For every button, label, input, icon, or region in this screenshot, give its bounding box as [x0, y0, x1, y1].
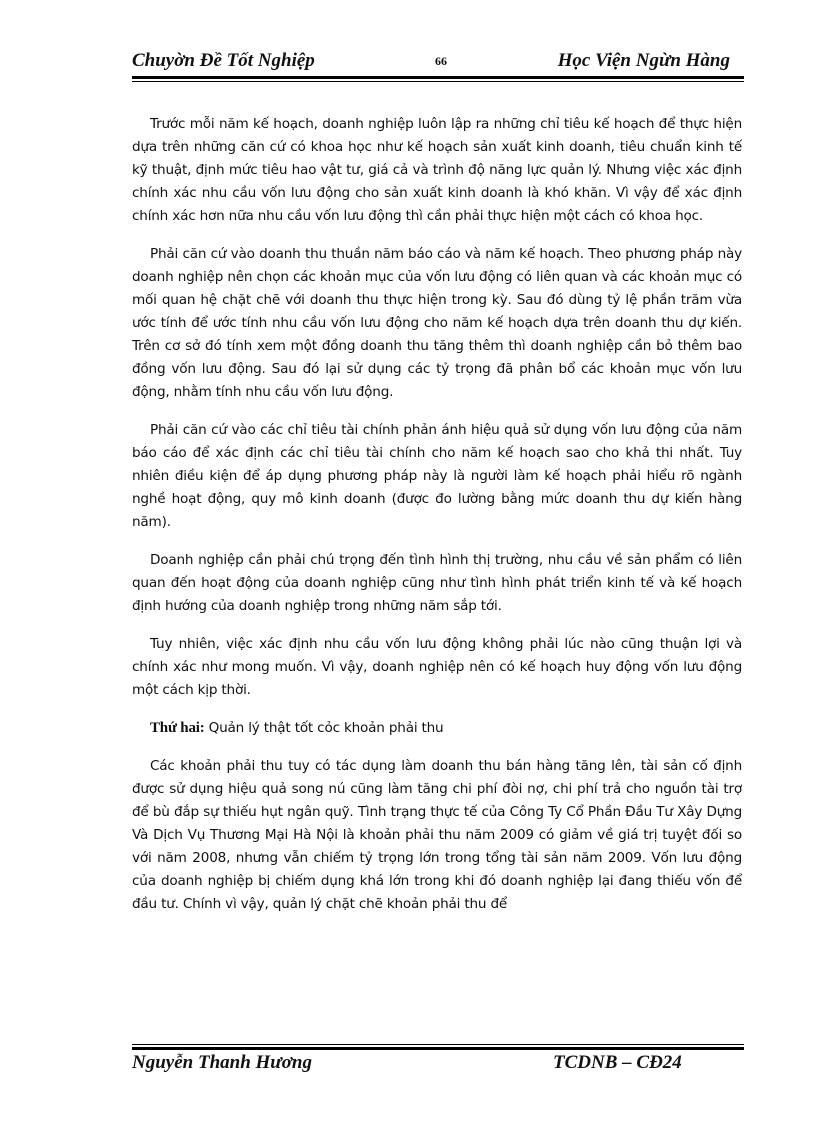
footer-author: Nguyễn Thanh Hương	[132, 1052, 312, 1073]
header-rule-thick	[132, 76, 744, 79]
subheading-lead: Thứ hai:	[150, 720, 205, 736]
footer-rule-thick	[132, 1047, 744, 1050]
paragraph-4: Doanh nghiệp cần phải chú trọng đến tình hình thị trường, nhu cầu về sản phẩm có liên quan đến hoạt động của doanh nghiệp cũng như tình hình phát triển kinh tế và kế hoạch định hướng của doanh nghiệp trong những năm sắp tới.	[132, 552, 742, 614]
paragraph-3: Phải căn cứ vào các chỉ tiêu tài chính phản ánh hiệu quả sử dụng vốn lưu động của năm báo cáo để xác định các chỉ tiêu tài chính cho năm kế hoạch sao cho khả thi nhất. Tuy nhiên điều kiện để áp dụng phương pháp này là người làm kế hoạch phải hiểu rõ ngành nghề hoạt động, quy mô kinh doanh (được đo lường bằng mức doanh thu dự kiến hàng năm).	[132, 422, 742, 530]
page-number: 66	[435, 54, 447, 68]
footer-rule-thin	[132, 1044, 744, 1045]
paragraph-5: Tuy nhiên, việc xác định nhu cầu vốn lưu động không phải lúc nào cũng thuận lợi và chính xác như mong muốn. Vì vậy, doanh nghiệp nên có kế hoạch huy động vốn lưu động một cách kịp thời.	[132, 636, 742, 698]
header-rule-thin	[132, 81, 744, 82]
paragraph-6: Các khoản phải thu tuy có tác dụng làm doanh thu bán hàng tăng lên, tài sản cố định được sử dụng hiệu quả song nú cũng làm tăng chi phí đòi nợ, chi phí trả cho nguồn tài trợ để bù đắp sự thiếu hụt ngân quỹ. Tình trạng thực tế của Công Ty Cổ Phần Đầu Tư Xây Dựng Và Dịch Vụ Thương Mại Hà Nội là khoản phải thu năm 2009 có giảm về giá trị tuyệt đối so với năm 2008, nhưng vẫn chiếm tỷ trọng lớn trong tổng tài sản năm 2009. Vốn lưu động của doanh nghiệp bị chiếm dụng khá lớn trong khi đó doanh nghiệp lại đang thiếu vốn để đầu tư. Chính vì vậy, quản lý chặt chẽ khoản phải thu để	[132, 758, 742, 912]
paragraph-2: Phải căn cứ vào doanh thu thuần năm báo cáo và năm kế hoạch. Theo phương pháp này doanh nghiệp nên chọn các khoản mục của vốn lưu động có liên quan và các khoản mục có mối quan hệ chặt chẽ với doanh thu thực hiện trong kỳ. Sau đó dùng tỷ lệ phần trăm vừa ước tính để ước tính nhu cầu vốn lưu động cho năm kế hoạch dựa trên doanh thu dự kiến. Trên cơ sở đó tính xem một đồng doanh thu tăng thêm thì doanh nghiệp cần bỏ thêm bao đồng vốn lưu động. Sau đó lại sử dụng các tỷ trọng đã phân bổ các khoản mục vốn lưu động, nhằm tính nhu cầu vốn lưu động.	[132, 246, 742, 400]
header-title: Chuyờn Đề Tốt Nghiệp	[132, 50, 315, 71]
footer-class-code: TCDNB – CĐ24	[553, 1052, 682, 1073]
body-text	[132, 113, 742, 931]
header-institution: Học Viện Ngừn Hàng	[557, 50, 730, 71]
subheading-text: Quản lý thật tốt cỏc khoản phải thu	[204, 720, 444, 736]
paragraph-1: Trước mỗi năm kế hoạch, doanh nghiệp luôn lập ra những chỉ tiêu kế hoạch để thực hiện dựa trên những căn cứ có khoa học như kế hoạch sản xuất kinh doanh, tiêu chuẩn kinh tế kỹ thuật, định mức tiêu hao vật tư, giá cả và trình độ năng lực quản lý. Nhưng việc xác định chính xác nhu cầu vốn lưu động cho sản xuất kinh doanh là khó khăn. Vì vậy để xác định chính xác hơn nữa nhu cầu vốn lưu động thì cần phải thực hiện một cách có khoa học.	[132, 116, 742, 224]
subheading	[132, 717, 742, 740]
